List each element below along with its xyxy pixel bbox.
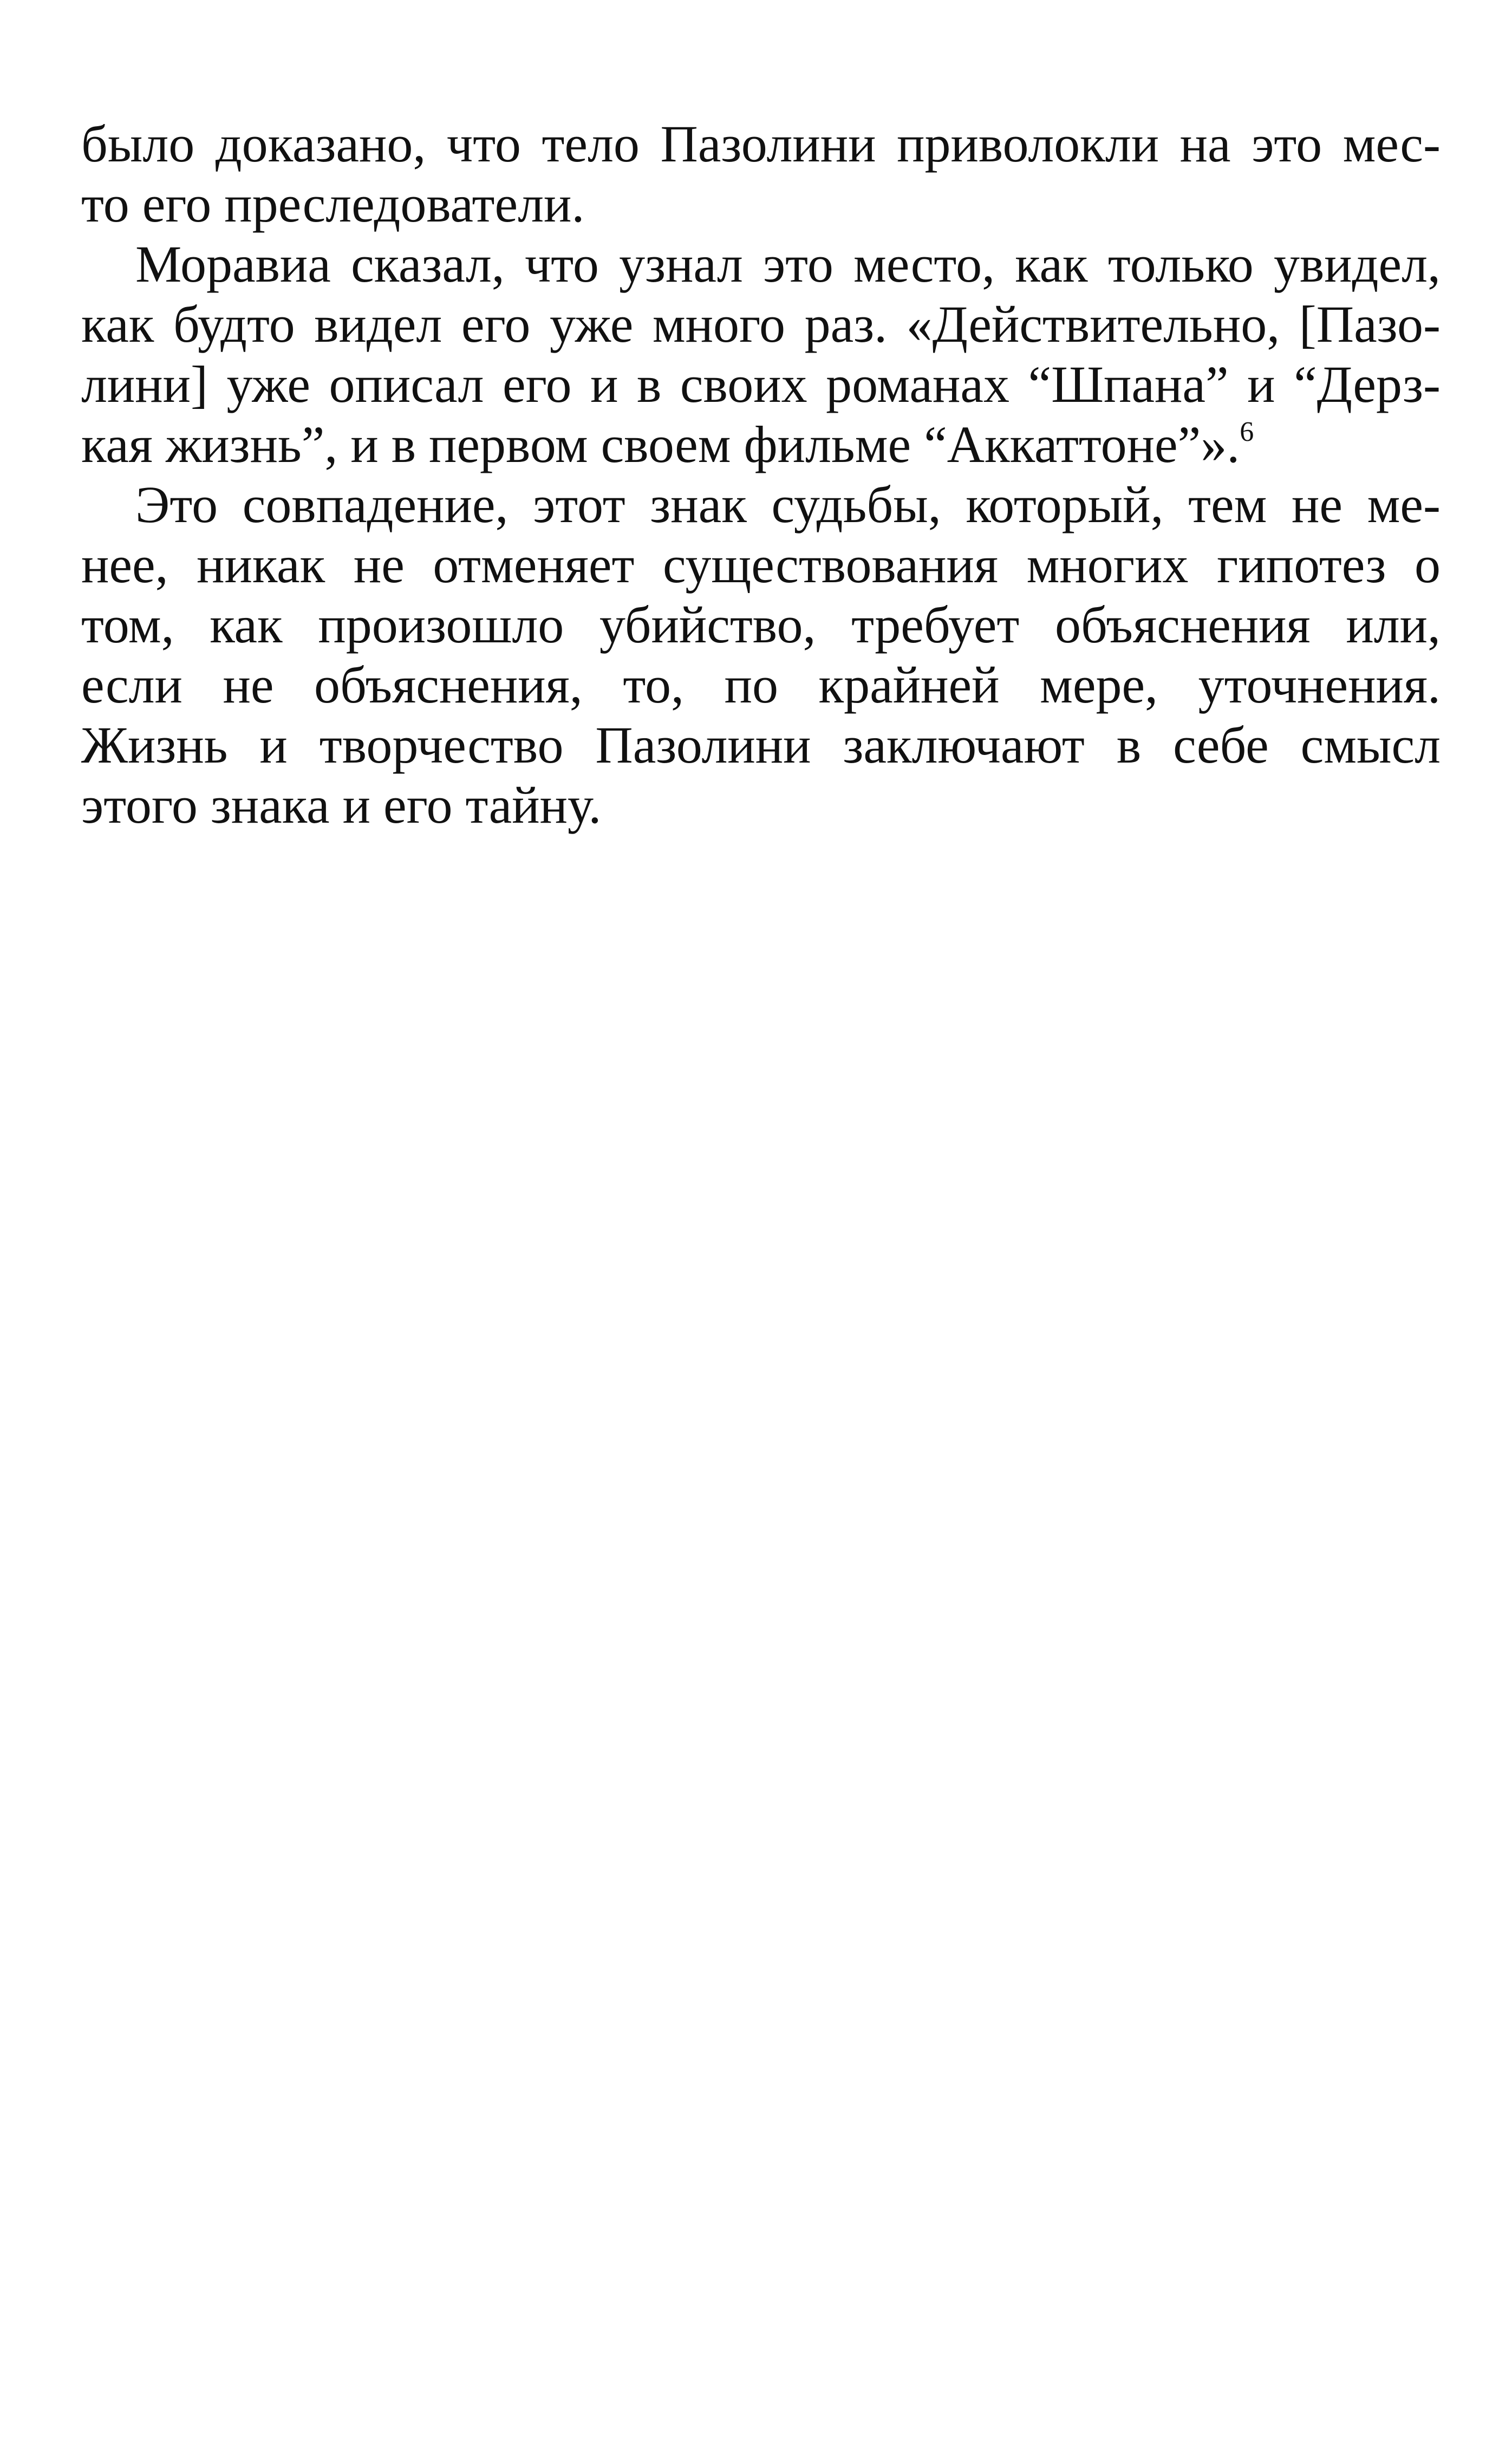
text-line: лини] уже описал его и в своих романах “Шпана” и “Дерз- xyxy=(81,355,1441,413)
text-line: этого знака и его тайну. xyxy=(81,776,602,834)
text-line: было доказано, что тело Пазолини приволокли на это мес- xyxy=(81,115,1441,173)
text-line-with-footnote xyxy=(81,414,1441,474)
footnote-reference[interactable]: 6 xyxy=(1240,416,1254,447)
text-line: нее, никак не отменяет существования многих гипотез о xyxy=(81,536,1441,594)
text-line: как будто видел его уже много раз. «Действительно, [Пазо- xyxy=(81,295,1441,353)
text-line: Жизнь и творчество Пазолини заключают в себе смысл xyxy=(81,716,1441,774)
text-line: Это совпадение, этот знак судьбы, который, тем не ме- xyxy=(135,476,1441,533)
page-text xyxy=(81,114,1441,835)
paragraph-1 xyxy=(81,114,1441,234)
text-line: то его преследователи. xyxy=(81,175,585,233)
text-line: том, как произошло убийство, требует объяснения или, xyxy=(81,596,1441,654)
text-line: кая жизнь”, и в первом своем фильме “Аккаттоне”». xyxy=(81,415,1240,473)
text-line: если не объяснения, то, по крайней мере, уточнения. xyxy=(81,656,1441,714)
text-line: Моравиа сказал, что узнал это место, как только увидел, xyxy=(135,235,1441,293)
paragraph-2 xyxy=(81,234,1441,474)
paragraph-3 xyxy=(81,474,1441,835)
